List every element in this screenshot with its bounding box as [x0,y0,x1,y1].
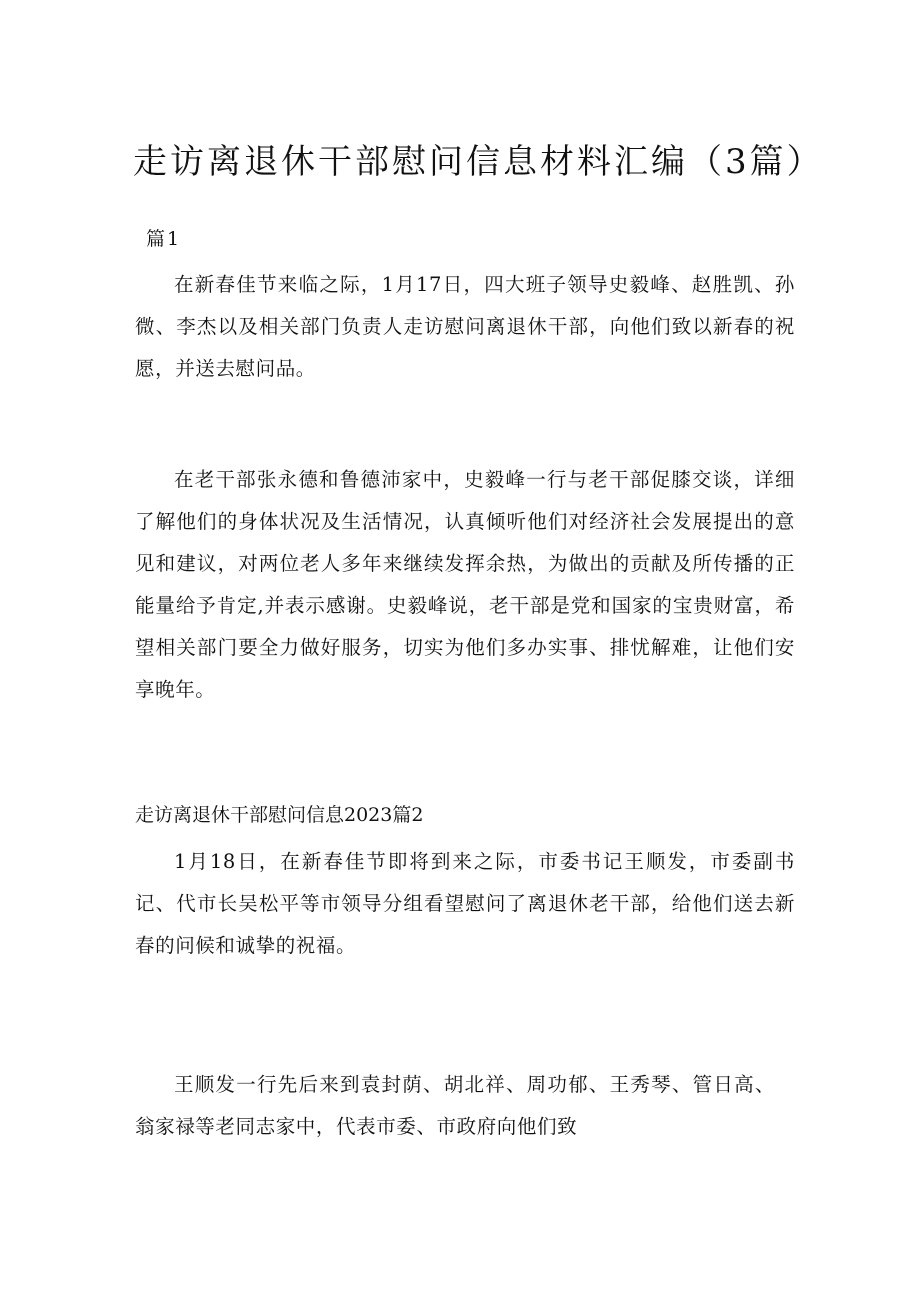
section-1-label: 篇1 [146,228,182,250]
section-2-paragraph-2: 王顺发一行先后来到袁封荫、胡北祥、周功郁、王秀琴、管日高、翁家禄等老同志家中，代表市委、市政府向他们致 [135,1073,775,1138]
section-1-paragraph-1: 在新春佳节来临之际，1月17日，四大班子领导史毅峰、赵胜凯、孙微、李杰以及相关部门负责人走访慰问离退休干部，向他们致以新春的祝愿，并送去慰问品。 [135,273,795,380]
section-2-paragraph-1: 1月18日，在新春佳节即将到来之际，市委书记王顺发，市委副书记、代市长吴松平等市领导分组看望慰问了离退休老干部，给他们送去新春的问候和诚挚的祝福。 [135,850,795,957]
section-1-paragraph-2: 在老干部张永德和鲁德沛家中，史毅峰一行与老干部促膝交谈，详细了解他们的身体状况及生活情况，认真倾听他们对经济社会发展提出的意见和建议，对两位老人多年来继续发挥余热，为做出的贡献及所传播的正能量给予肯定,并表示感谢。史毅峰说，老干部是党和国家的宝贵财富，希望相关部门要全力做好服务，切实为他们多办实事、排忧解难，让他们安享晚年。 [135,468,795,701]
section-2-heading: 走访离退休干部慰问信息2023篇2 [135,804,424,826]
document-title: 走访离退休干部慰问信息材料汇编（3篇） [133,142,824,182]
